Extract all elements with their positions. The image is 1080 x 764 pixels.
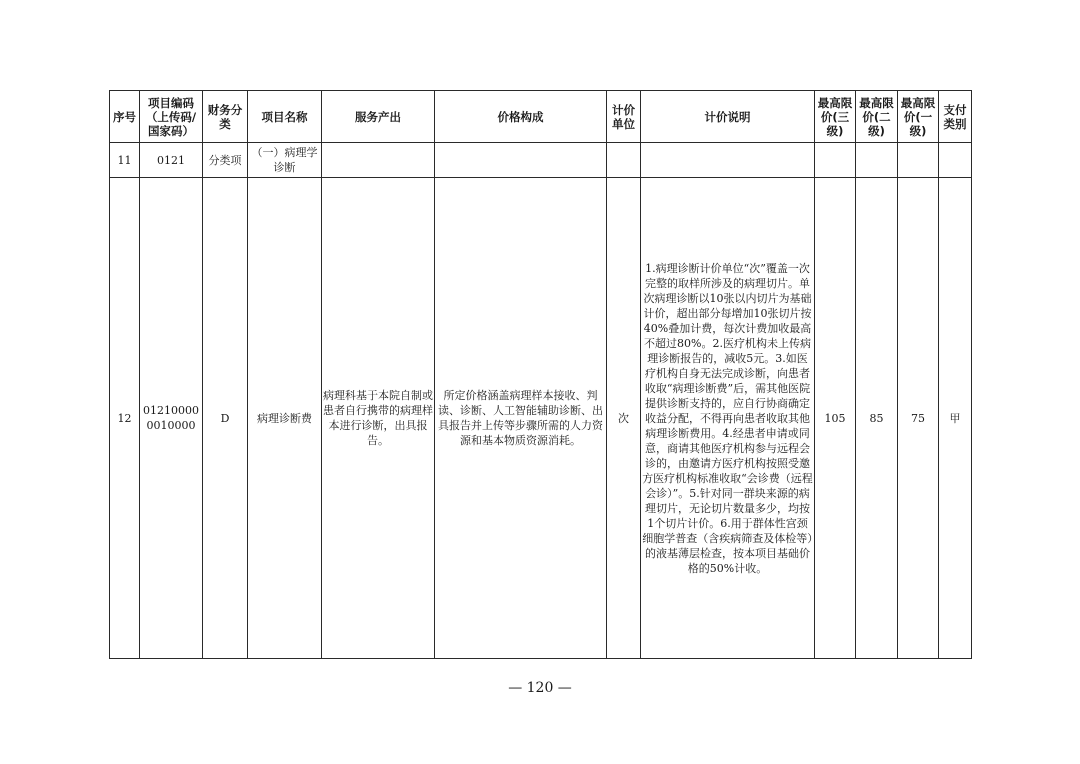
cell-name: 病理诊断费 <box>248 178 322 659</box>
cell-note <box>641 143 815 178</box>
cell-code: 0121 <box>140 143 203 178</box>
header-output: 服务产出 <box>322 91 435 143</box>
cell-price2 <box>856 143 898 178</box>
cell-price2: 85 <box>856 178 898 659</box>
header-code: 项目编码（上传码/国家码） <box>140 91 203 143</box>
cell-output <box>322 143 435 178</box>
cell-composition <box>435 143 607 178</box>
cell-price3: 105 <box>815 178 856 659</box>
header-price1: 最高限价(一级) <box>898 91 939 143</box>
cell-unit <box>607 143 641 178</box>
cell-price1: 75 <box>898 178 939 659</box>
header-unit: 计价单位 <box>607 91 641 143</box>
table-header-row <box>110 91 972 143</box>
cell-composition: 所定价格涵盖病理样本接收、判读、诊断、人工智能辅助诊断、出具报告并上传等步骤所需的人力资源和基本物质资源消耗。 <box>435 178 607 659</box>
header-name: 项目名称 <box>248 91 322 143</box>
header-finance: 财务分类 <box>203 91 248 143</box>
cell-payment <box>939 143 972 178</box>
cell-price3 <box>815 143 856 178</box>
cell-name: （一）病理学诊断 <box>248 143 322 178</box>
cell-price1 <box>898 143 939 178</box>
cell-unit: 次 <box>607 178 641 659</box>
header-payment: 支付类别 <box>939 91 972 143</box>
header-composition: 价格构成 <box>435 91 607 143</box>
cell-seq: 11 <box>110 143 140 178</box>
table-row <box>110 143 972 178</box>
header-seq: 序号 <box>110 91 140 143</box>
cell-payment: 甲 <box>939 178 972 659</box>
header-price2: 最高限价(二级) <box>856 91 898 143</box>
cell-finance: 分类项 <box>203 143 248 178</box>
table-row <box>110 178 972 659</box>
cell-code: 012100000010000 <box>140 178 203 659</box>
header-note: 计价说明 <box>641 91 815 143</box>
cell-output: 病理科基于本院自制或患者自行携带的病理样本进行诊断，出具报告。 <box>322 178 435 659</box>
cell-note: 1.病理诊断计价单位“次”覆盖一次完整的取样所涉及的病理切片。单次病理诊断以10张以内切片为基础计价，超出部分每增加10张切片按40%叠加计费，每次计费加收最高不超过80%。2.医疗机构未上传病理诊断报告的，减收5元。3.如医疗机构自身无法完成诊断，向患者收取“病理诊断费”后，需其他医院提供诊断支持的，应自行协商确定收益分配，不得再向患者收取其他病理诊断费用。4.经患者申请或同意，商请其他医疗机构参与远程会诊的，由邀请方医疗机构按照受邀方医疗机构标准收取“会诊费（远程会诊）”。5.针对同一群块来源的病理切片，无论切片数量多少，均按1个切片计价。6.用于群体性宫颈细胞学普查（含疾病筛查及体检等）的液基薄层检查，按本项目基础价格的50%计收。 <box>641 178 815 659</box>
price-table <box>109 90 972 659</box>
cell-seq: 12 <box>110 178 140 659</box>
page-number: — 120 — <box>508 680 572 696</box>
header-price3: 最高限价(三级) <box>815 91 856 143</box>
cell-finance: D <box>203 178 248 659</box>
